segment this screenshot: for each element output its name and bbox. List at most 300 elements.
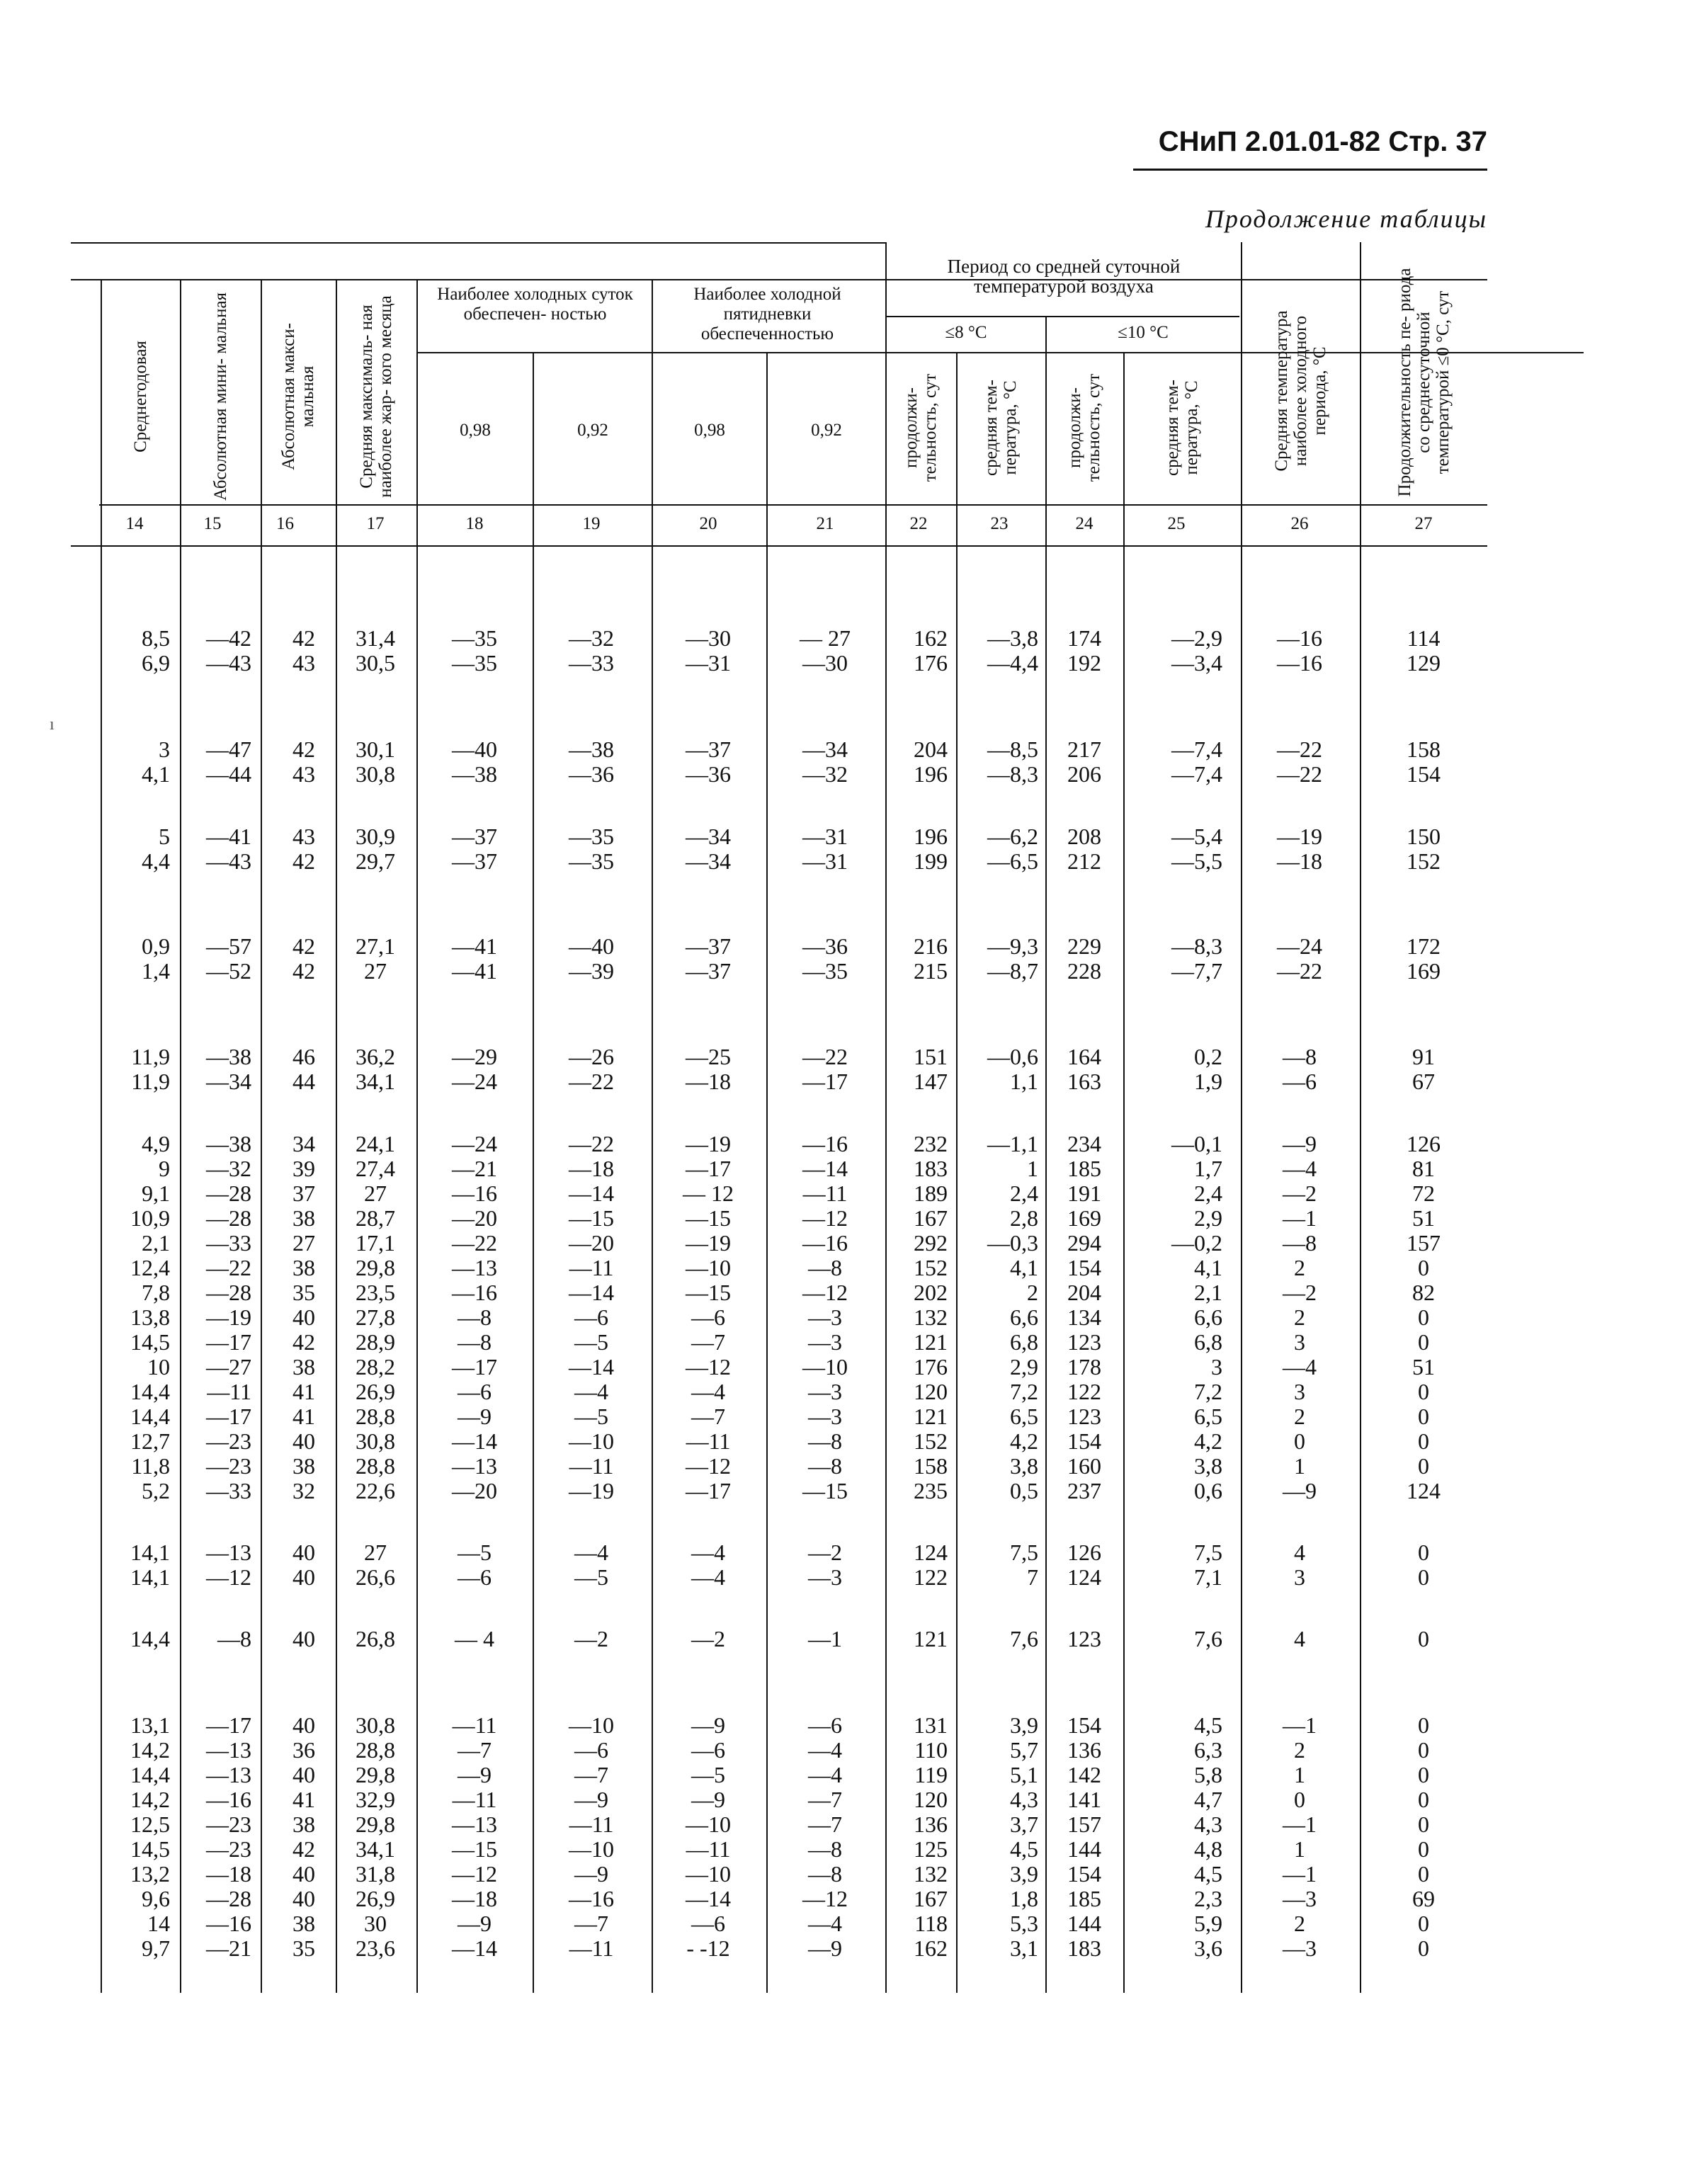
column-number-19: 19 <box>582 514 601 533</box>
cell-col-23: —9,3 <box>987 933 1038 959</box>
cell-col-23: 6,5 <box>1010 1404 1038 1429</box>
cell-col-19: —5 <box>574 1329 608 1355</box>
cell-col-26: —9 <box>1283 1131 1317 1156</box>
cell-col-25: 2,3 <box>1194 1886 1222 1911</box>
cell-col-15: —23 <box>206 1428 251 1454</box>
cell-col-15: —28 <box>206 1205 251 1231</box>
cell-col-26: 3 <box>1294 1564 1305 1590</box>
cell-col-22: 120 <box>914 1787 948 1812</box>
cell-col-19: —22 <box>569 1131 614 1156</box>
cell-col-17: 34,1 <box>356 1836 395 1862</box>
cell-col-25: —2,9 <box>1171 625 1222 651</box>
cell-col-24: 122 <box>1067 1379 1101 1404</box>
cell-col-19: —33 <box>569 650 614 676</box>
cell-col-18: —41 <box>452 933 497 959</box>
cell-col-24: 237 <box>1067 1478 1101 1503</box>
cell-col-27: 51 <box>1412 1354 1435 1380</box>
cell-col-27: 0 <box>1418 1762 1429 1787</box>
cell-col-27: 0 <box>1418 1911 1429 1936</box>
col-header-21: 0,92 <box>811 421 842 440</box>
cell-col-24: 191 <box>1067 1181 1101 1206</box>
cell-col-16: 42 <box>292 736 315 762</box>
cell-col-15: —12 <box>206 1564 251 1590</box>
cell-col-18: —21 <box>452 1156 497 1181</box>
table-row <box>0 1564 1687 1590</box>
cell-col-23: 1,1 <box>1010 1069 1038 1094</box>
cell-col-18: —16 <box>452 1181 497 1206</box>
cell-col-27: 154 <box>1407 761 1441 787</box>
cell-col-19: —14 <box>569 1181 614 1206</box>
cell-col-26: —2 <box>1283 1280 1317 1305</box>
table-row <box>0 1428 1687 1454</box>
cell-col-17: 30,8 <box>356 1428 395 1454</box>
cell-col-19: —20 <box>569 1230 614 1256</box>
table-row <box>0 1205 1687 1231</box>
cell-col-26: —3 <box>1283 1886 1317 1911</box>
cell-col-25: —0,2 <box>1171 1230 1222 1256</box>
cell-col-15: —11 <box>207 1379 251 1404</box>
cell-col-21: —15 <box>802 1478 848 1503</box>
cell-col-25: 1,9 <box>1194 1069 1222 1094</box>
cell-col-23: 5,7 <box>1010 1737 1038 1763</box>
cell-col-25: 5,8 <box>1194 1762 1222 1787</box>
cell-col-17: 34,1 <box>356 1069 395 1094</box>
cell-col-26: —1 <box>1283 1812 1317 1837</box>
cell-col-15: —38 <box>206 1131 251 1156</box>
cell-col-24: 206 <box>1067 761 1101 787</box>
cell-col-16: 43 <box>292 824 315 849</box>
cell-col-14: 14,4 <box>130 1404 170 1429</box>
table-row <box>0 1069 1687 1094</box>
cell-col-24: 123 <box>1067 1329 1101 1355</box>
cell-col-26: —19 <box>1277 824 1322 849</box>
cell-col-22: 132 <box>914 1304 948 1330</box>
cell-col-26: 0 <box>1294 1787 1305 1812</box>
cell-col-26: —18 <box>1277 848 1322 874</box>
cell-col-24: 154 <box>1067 1255 1101 1280</box>
cell-col-25: 6,3 <box>1194 1737 1222 1763</box>
cell-col-14: 9,6 <box>142 1886 170 1911</box>
cell-col-17: 28,2 <box>356 1354 395 1380</box>
cell-col-14: 3 <box>159 736 170 762</box>
cell-col-24: 174 <box>1067 625 1101 651</box>
cell-col-19: —26 <box>569 1044 614 1069</box>
cell-col-24: 154 <box>1067 1861 1101 1887</box>
cell-col-23: 3,8 <box>1010 1453 1038 1479</box>
cell-col-20: —19 <box>686 1131 731 1156</box>
cell-col-26: 1 <box>1294 1836 1305 1862</box>
col-header-27: Продолжительность пе- риода со среднесуточной температурой ≤0 °С, сут <box>1395 268 1453 497</box>
cell-col-14: 6,9 <box>142 650 170 676</box>
cell-col-15: —23 <box>206 1812 251 1837</box>
column-number-27: 27 <box>1414 514 1433 533</box>
cell-col-20: —17 <box>686 1478 731 1503</box>
cell-col-18: —14 <box>452 1935 497 1961</box>
table-row <box>0 1861 1687 1887</box>
cell-col-24: 228 <box>1067 958 1101 984</box>
cell-col-16: 44 <box>292 1069 315 1094</box>
column-number-22: 22 <box>909 514 928 533</box>
cell-col-17: 22,6 <box>356 1478 395 1503</box>
col-header-20: 0,98 <box>694 421 725 440</box>
cell-col-26: 2 <box>1294 1737 1305 1763</box>
cell-col-26: 3 <box>1294 1329 1305 1355</box>
cell-col-23: 7,6 <box>1010 1626 1038 1651</box>
cell-col-18: —16 <box>452 1280 497 1305</box>
cell-col-23: 4,2 <box>1010 1428 1038 1454</box>
table-row <box>0 1712 1687 1738</box>
cell-col-21: —12 <box>802 1886 848 1911</box>
cell-col-25: 2,4 <box>1194 1181 1222 1206</box>
table-row <box>0 1478 1687 1503</box>
cell-col-25: 4,3 <box>1194 1812 1222 1837</box>
cell-col-22: 119 <box>914 1762 948 1787</box>
cell-col-14: 13,8 <box>130 1304 170 1330</box>
cell-col-26: —22 <box>1277 736 1322 762</box>
cell-col-22: 121 <box>914 1329 948 1355</box>
cell-col-25: 6,5 <box>1194 1404 1222 1429</box>
cell-col-27: 0 <box>1418 1453 1429 1479</box>
cell-col-18: —5 <box>458 1540 492 1565</box>
table-row <box>0 1280 1687 1305</box>
cell-col-15: —28 <box>206 1280 251 1305</box>
cell-col-24: 144 <box>1067 1836 1101 1862</box>
col-header-25: средняя тем- пература, °С <box>1163 380 1201 476</box>
table-row <box>0 1626 1687 1651</box>
cell-col-19: —9 <box>574 1787 608 1812</box>
cell-col-20: - -12 <box>686 1935 730 1961</box>
cell-col-18: —13 <box>452 1255 497 1280</box>
cell-col-22: 147 <box>914 1069 948 1094</box>
cell-col-24: 229 <box>1067 933 1101 959</box>
cell-col-20: —15 <box>686 1205 731 1231</box>
cell-col-24: 124 <box>1067 1564 1101 1590</box>
cell-col-27: 0 <box>1418 1737 1429 1763</box>
cell-col-23: 7,2 <box>1010 1379 1038 1404</box>
table-row <box>0 650 1687 676</box>
cell-col-22: 152 <box>914 1255 948 1280</box>
cell-col-18: —9 <box>458 1762 492 1787</box>
cell-col-14: 14,2 <box>130 1737 170 1763</box>
cell-col-24: 136 <box>1067 1737 1101 1763</box>
cell-col-19: —16 <box>569 1886 614 1911</box>
cell-col-21: —34 <box>802 736 848 762</box>
cell-col-22: 122 <box>914 1564 948 1590</box>
cell-col-22: 176 <box>914 650 948 676</box>
cell-col-14: 4,1 <box>142 761 170 787</box>
table-row <box>0 933 1687 959</box>
cell-col-16: 38 <box>292 1255 315 1280</box>
cell-col-18: —11 <box>452 1787 497 1812</box>
cell-col-20: —12 <box>686 1354 731 1380</box>
table-row <box>0 1044 1687 1069</box>
cell-col-24: 123 <box>1067 1626 1101 1651</box>
cell-col-20: —11 <box>686 1836 731 1862</box>
cell-col-14: 14,5 <box>130 1836 170 1862</box>
cell-col-22: 235 <box>914 1478 948 1503</box>
cell-col-17: 28,8 <box>356 1453 395 1479</box>
cell-col-20: —15 <box>686 1280 731 1305</box>
cell-col-14: 14,1 <box>130 1540 170 1565</box>
cell-col-26: 4 <box>1294 1626 1305 1651</box>
cell-col-15: —8 <box>217 1626 251 1651</box>
cell-col-25: 3 <box>1211 1354 1222 1380</box>
cell-col-16: 38 <box>292 1205 315 1231</box>
cell-col-18: —18 <box>452 1886 497 1911</box>
cell-col-15: —16 <box>206 1787 251 1812</box>
cell-col-26: —4 <box>1283 1354 1317 1380</box>
cell-col-20: —4 <box>691 1540 725 1565</box>
column-number-21: 21 <box>816 514 834 533</box>
table-row <box>0 958 1687 984</box>
cell-col-22: 204 <box>914 736 948 762</box>
cell-col-16: 40 <box>292 1626 315 1651</box>
cell-col-19: —10 <box>569 1712 614 1738</box>
cell-col-14: 11,9 <box>131 1069 170 1094</box>
cell-col-17: 29,8 <box>356 1812 395 1837</box>
cell-col-24: 204 <box>1067 1280 1101 1305</box>
cell-col-22: 216 <box>914 933 948 959</box>
cell-col-19: —39 <box>569 958 614 984</box>
group-header-period: Период со средней суточной температурой воздуха <box>947 256 1181 297</box>
cell-col-18: —37 <box>452 848 497 874</box>
cell-col-22: 176 <box>914 1354 948 1380</box>
column-number-24: 24 <box>1075 514 1094 533</box>
cell-col-18: —13 <box>452 1812 497 1837</box>
table-row <box>0 1787 1687 1812</box>
cell-col-25: —7,4 <box>1171 736 1222 762</box>
cell-col-20: —34 <box>686 824 731 849</box>
cell-col-27: 0 <box>1418 1379 1429 1404</box>
cell-col-17: 30,5 <box>356 650 395 676</box>
cell-col-16: 43 <box>292 650 315 676</box>
cell-col-21: —35 <box>802 958 848 984</box>
cell-col-18: —15 <box>452 1836 497 1862</box>
cell-col-27: 157 <box>1407 1230 1441 1256</box>
cell-col-16: 42 <box>292 958 315 984</box>
cell-col-25: —5,4 <box>1171 824 1222 849</box>
cell-col-25: 6,8 <box>1194 1329 1222 1355</box>
cell-col-20: —37 <box>686 736 731 762</box>
cell-col-17: 30 <box>364 1911 387 1936</box>
cell-col-17: 26,8 <box>356 1626 395 1651</box>
cell-col-23: 2,9 <box>1010 1354 1038 1380</box>
cell-col-19: —11 <box>569 1453 614 1479</box>
cell-col-15: —17 <box>206 1712 251 1738</box>
cell-col-19: —7 <box>574 1762 608 1787</box>
cell-col-21: —11 <box>802 1181 848 1206</box>
cell-col-17: 28,8 <box>356 1404 395 1429</box>
cell-col-26: —3 <box>1283 1935 1317 1961</box>
cell-col-22: 202 <box>914 1280 948 1305</box>
cell-col-20: —36 <box>686 761 731 787</box>
group-header-cold-fiveday: Наиболее холодной пятидневки обеспеченностью <box>693 285 841 343</box>
cell-col-23: 2,8 <box>1010 1205 1038 1231</box>
cell-col-26: —24 <box>1277 933 1322 959</box>
cell-col-24: 144 <box>1067 1911 1101 1936</box>
cell-col-18: —20 <box>452 1205 497 1231</box>
column-number-26: 26 <box>1290 514 1309 533</box>
cell-col-25: 3,6 <box>1194 1935 1222 1961</box>
cell-col-17: 29,8 <box>356 1255 395 1280</box>
column-number-16: 16 <box>276 514 294 533</box>
cell-col-22: 196 <box>914 824 948 849</box>
cell-col-25: 7,5 <box>1194 1540 1222 1565</box>
cell-col-14: 10 <box>147 1354 170 1380</box>
cell-col-24: 185 <box>1067 1156 1101 1181</box>
cell-col-15: —17 <box>206 1329 251 1355</box>
cell-col-24: 183 <box>1067 1935 1101 1961</box>
cell-col-20: —4 <box>691 1379 725 1404</box>
cell-col-25: —0,1 <box>1171 1131 1222 1156</box>
cell-col-17: 36,2 <box>356 1044 395 1069</box>
cell-col-17: 27 <box>364 1540 387 1565</box>
cell-col-15: —33 <box>206 1230 251 1256</box>
cell-col-19: —11 <box>569 1812 614 1837</box>
cell-col-23: 5,3 <box>1010 1911 1038 1936</box>
table-row <box>0 1181 1687 1206</box>
cell-col-27: 150 <box>1407 824 1441 849</box>
cell-col-21: —17 <box>802 1069 848 1094</box>
cell-col-17: 30,1 <box>356 736 395 762</box>
cell-col-21: —31 <box>802 824 848 849</box>
column-number-25: 25 <box>1167 514 1186 533</box>
cell-col-17: 30,8 <box>356 761 395 787</box>
cell-col-21: —3 <box>808 1304 842 1330</box>
column-number-17: 17 <box>366 514 385 533</box>
cell-col-24: 169 <box>1067 1205 1101 1231</box>
table-row <box>0 1935 1687 1961</box>
cell-col-20: —25 <box>686 1044 731 1069</box>
cell-col-25: 2,9 <box>1194 1205 1222 1231</box>
cell-col-14: 10,9 <box>130 1205 170 1231</box>
cell-col-18: —8 <box>458 1329 492 1355</box>
cell-col-14: 11,9 <box>131 1044 170 1069</box>
cell-col-14: 9,1 <box>142 1181 170 1206</box>
cell-col-27: 51 <box>1412 1205 1435 1231</box>
cell-col-27: 124 <box>1407 1478 1441 1503</box>
cell-col-25: 7,6 <box>1194 1626 1222 1651</box>
cell-col-26: 2 <box>1294 1404 1305 1429</box>
cell-col-27: 82 <box>1412 1280 1435 1305</box>
cell-col-20: —19 <box>686 1230 731 1256</box>
cell-col-25: 4,5 <box>1194 1861 1222 1887</box>
cell-col-19: —40 <box>569 933 614 959</box>
cell-col-18: —8 <box>458 1304 492 1330</box>
cell-col-19: —4 <box>574 1379 608 1404</box>
cell-col-23: 1,8 <box>1010 1886 1038 1911</box>
cell-col-17: 28,7 <box>356 1205 395 1231</box>
cell-col-23: 4,5 <box>1010 1836 1038 1862</box>
cell-col-16: 46 <box>292 1044 315 1069</box>
cell-col-21: —1 <box>808 1626 842 1651</box>
table-row <box>0 1156 1687 1181</box>
cell-col-23: —6,5 <box>987 848 1038 874</box>
cell-col-22: 136 <box>914 1812 948 1837</box>
cell-col-14: 13,1 <box>130 1712 170 1738</box>
cell-col-26: 1 <box>1294 1453 1305 1479</box>
cell-col-17: 17,1 <box>356 1230 395 1256</box>
cell-col-19: —4 <box>574 1540 608 1565</box>
cell-col-27: 0 <box>1418 1712 1429 1738</box>
cell-col-27: 0 <box>1418 1329 1429 1355</box>
cell-col-14: 5 <box>159 824 170 849</box>
cell-col-15: —38 <box>206 1044 251 1069</box>
table-continuation-caption: Продолжение таблицы <box>1205 205 1487 233</box>
cell-col-26: —1 <box>1283 1712 1317 1738</box>
cell-col-17: 27 <box>364 1181 387 1206</box>
cell-col-25: —5,5 <box>1171 848 1222 874</box>
cell-col-27: 0 <box>1418 1540 1429 1565</box>
cell-col-19: —2 <box>574 1626 608 1651</box>
cell-col-17: 31,4 <box>356 625 395 651</box>
cell-col-20: —17 <box>686 1156 731 1181</box>
cell-col-18: —11 <box>452 1712 497 1738</box>
cell-col-19: —10 <box>569 1836 614 1862</box>
cell-col-18: —20 <box>452 1478 497 1503</box>
cell-col-15: —16 <box>206 1911 251 1936</box>
cell-col-17: 29,7 <box>356 848 395 874</box>
cell-col-27: 67 <box>1412 1069 1435 1094</box>
cell-col-26: —1 <box>1283 1205 1317 1231</box>
cell-col-21: —2 <box>808 1540 842 1565</box>
cell-col-15: —23 <box>206 1453 251 1479</box>
cell-col-26: —22 <box>1277 761 1322 787</box>
cell-col-20: —10 <box>686 1812 731 1837</box>
cell-col-23: 6,8 <box>1010 1329 1038 1355</box>
cell-col-21: —16 <box>802 1230 848 1256</box>
cell-col-21: —8 <box>808 1255 842 1280</box>
cell-col-16: 42 <box>292 1329 315 1355</box>
cell-col-19: —5 <box>574 1564 608 1590</box>
cell-col-14: 5,2 <box>142 1478 170 1503</box>
cell-col-21: —6 <box>808 1712 842 1738</box>
cell-col-26: 2 <box>1294 1255 1305 1280</box>
cell-col-15: —57 <box>206 933 251 959</box>
table-row <box>0 1911 1687 1936</box>
cell-col-17: 32,9 <box>356 1787 395 1812</box>
cell-col-15: —22 <box>206 1255 251 1280</box>
cell-col-23: —3,8 <box>987 625 1038 651</box>
cell-col-22: 167 <box>914 1205 948 1231</box>
cell-col-27: 126 <box>1407 1131 1441 1156</box>
cell-col-18: — 4 <box>455 1626 494 1651</box>
cell-col-23: 4,3 <box>1010 1787 1038 1812</box>
cell-col-14: 11,8 <box>131 1453 170 1479</box>
table-row <box>0 736 1687 762</box>
cell-col-16: 43 <box>292 761 315 787</box>
cell-col-20: —31 <box>686 650 731 676</box>
cell-col-27: 0 <box>1418 1428 1429 1454</box>
cell-col-15: —23 <box>206 1836 251 1862</box>
cell-col-14: 8,5 <box>142 625 170 651</box>
cell-col-16: 42 <box>292 848 315 874</box>
cell-col-20: —6 <box>691 1304 725 1330</box>
table-row <box>0 824 1687 849</box>
cell-col-14: 7,8 <box>142 1280 170 1305</box>
cell-col-16: 39 <box>292 1156 315 1181</box>
cell-col-23: 3,9 <box>1010 1712 1038 1738</box>
cell-col-26: —2 <box>1283 1181 1317 1206</box>
cell-col-17: 27,1 <box>356 933 395 959</box>
cell-col-17: 27,8 <box>356 1304 395 1330</box>
cell-col-15: —17 <box>206 1404 251 1429</box>
cell-col-27: 172 <box>1407 933 1441 959</box>
cell-col-22: 167 <box>914 1886 948 1911</box>
cell-col-20: —5 <box>691 1762 725 1787</box>
cell-col-26: —8 <box>1283 1230 1317 1256</box>
cell-col-22: 189 <box>914 1181 948 1206</box>
